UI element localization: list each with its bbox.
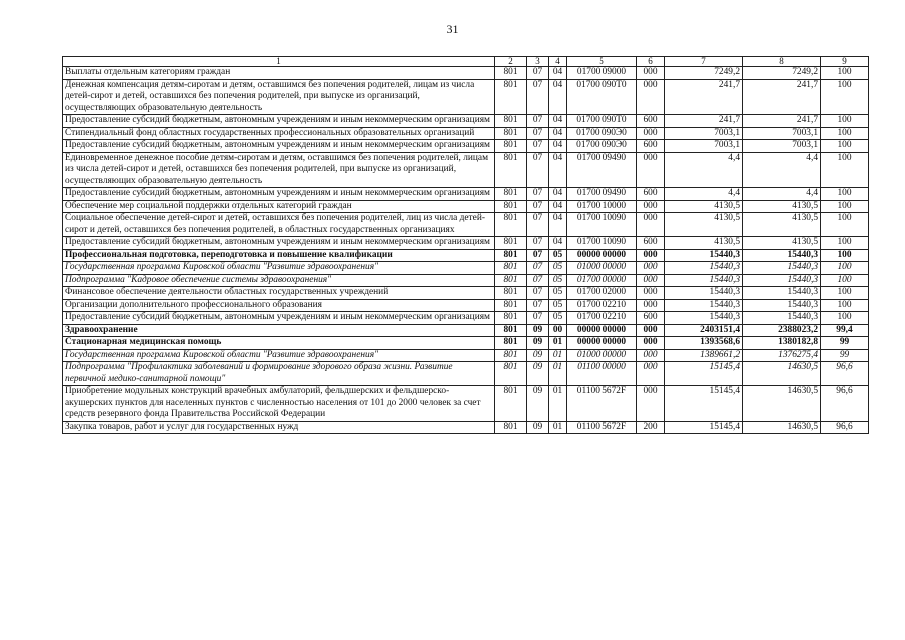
column-header: 6 bbox=[637, 57, 665, 67]
code-target-cell: 00000 00000 bbox=[567, 249, 637, 262]
table-row bbox=[63, 67, 869, 80]
row-name-cell: Предоставление субсидий бюджетным, автономным учреждениям и иным некоммерческим организациям bbox=[63, 312, 495, 325]
row-name-cell: Профессиональная подготовка, переподготовка и повышение квалификации bbox=[63, 249, 495, 262]
code-expense-type-cell: 000 bbox=[637, 274, 665, 287]
actual-amount-cell: 15440,3 bbox=[743, 274, 821, 287]
code-subsection-cell: 04 bbox=[549, 200, 567, 213]
code-section-cell: 09 bbox=[527, 421, 549, 434]
plan-amount-cell: 15145,4 bbox=[665, 421, 743, 434]
code-section-cell: 07 bbox=[527, 79, 549, 115]
actual-amount-cell: 4130,5 bbox=[743, 200, 821, 213]
code-section-cell: 07 bbox=[527, 274, 549, 287]
code-subsection-cell: 04 bbox=[549, 140, 567, 153]
row-name-cell: Финансовое обеспечение деятельности областных государственных учреждений bbox=[63, 287, 495, 300]
code-expense-type-cell: 000 bbox=[637, 200, 665, 213]
code-expense-type-cell: 000 bbox=[637, 262, 665, 275]
row-name-cell: Обеспечение мер социальной поддержки отдельных категорий граждан bbox=[63, 200, 495, 213]
code-section-cell: 09 bbox=[527, 386, 549, 422]
code-target-cell: 01700 09490 bbox=[567, 152, 637, 188]
code-target-cell: 01000 00000 bbox=[567, 349, 637, 362]
table-row bbox=[63, 140, 869, 153]
code-expense-type-cell: 000 bbox=[637, 362, 665, 386]
code-subsection-cell: 05 bbox=[549, 287, 567, 300]
code-section-cell: 09 bbox=[527, 337, 549, 350]
code-subsection-cell: 01 bbox=[549, 421, 567, 434]
code-subsection-cell: 04 bbox=[549, 188, 567, 201]
table-row bbox=[63, 287, 869, 300]
percent-cell: 100 bbox=[821, 312, 869, 325]
code-subsection-cell: 00 bbox=[549, 324, 567, 337]
plan-amount-cell: 4,4 bbox=[665, 152, 743, 188]
code-target-cell: 01700 090Э0 bbox=[567, 127, 637, 140]
code-section-cell: 07 bbox=[527, 312, 549, 325]
table-row bbox=[63, 249, 869, 262]
code-section-cell: 07 bbox=[527, 188, 549, 201]
code-subsection-cell: 04 bbox=[549, 213, 567, 237]
plan-amount-cell: 1393568,6 bbox=[665, 337, 743, 350]
code-ministry-cell: 801 bbox=[495, 386, 527, 422]
plan-amount-cell: 15440,3 bbox=[665, 299, 743, 312]
actual-amount-cell: 4130,5 bbox=[743, 237, 821, 250]
table-row bbox=[63, 200, 869, 213]
code-section-cell: 07 bbox=[527, 237, 549, 250]
code-subsection-cell: 04 bbox=[549, 237, 567, 250]
plan-amount-cell: 7003,1 bbox=[665, 127, 743, 140]
row-name-cell: Здравоохранение bbox=[63, 324, 495, 337]
code-subsection-cell: 05 bbox=[549, 274, 567, 287]
code-section-cell: 07 bbox=[527, 127, 549, 140]
table-row bbox=[63, 299, 869, 312]
code-target-cell: 01700 090Э0 bbox=[567, 140, 637, 153]
code-ministry-cell: 801 bbox=[495, 274, 527, 287]
code-target-cell: 01700 090Т0 bbox=[567, 79, 637, 115]
code-expense-type-cell: 000 bbox=[637, 386, 665, 422]
percent-cell: 100 bbox=[821, 299, 869, 312]
code-target-cell: 01700 10090 bbox=[567, 213, 637, 237]
code-subsection-cell: 05 bbox=[549, 262, 567, 275]
plan-amount-cell: 7249,2 bbox=[665, 67, 743, 80]
code-section-cell: 07 bbox=[527, 115, 549, 128]
actual-amount-cell: 15440,3 bbox=[743, 312, 821, 325]
code-subsection-cell: 04 bbox=[549, 127, 567, 140]
actual-amount-cell: 15440,3 bbox=[743, 262, 821, 275]
actual-amount-cell: 1380182,8 bbox=[743, 337, 821, 350]
code-target-cell: 01100 5672F bbox=[567, 421, 637, 434]
code-ministry-cell: 801 bbox=[495, 79, 527, 115]
percent-cell: 100 bbox=[821, 67, 869, 80]
plan-amount-cell: 1389661,2 bbox=[665, 349, 743, 362]
percent-cell: 100 bbox=[821, 262, 869, 275]
code-ministry-cell: 801 bbox=[495, 67, 527, 80]
row-name-cell: Предоставление субсидий бюджетным, автономным учреждениям и иным некоммерческим организациям bbox=[63, 237, 495, 250]
code-ministry-cell: 801 bbox=[495, 299, 527, 312]
table-row bbox=[63, 337, 869, 350]
actual-amount-cell: 14630,5 bbox=[743, 386, 821, 422]
code-ministry-cell: 801 bbox=[495, 349, 527, 362]
percent-cell: 100 bbox=[821, 140, 869, 153]
code-subsection-cell: 01 bbox=[549, 362, 567, 386]
actual-amount-cell: 7003,1 bbox=[743, 140, 821, 153]
code-section-cell: 07 bbox=[527, 67, 549, 80]
code-expense-type-cell: 000 bbox=[637, 152, 665, 188]
actual-amount-cell: 4,4 bbox=[743, 188, 821, 201]
actual-amount-cell: 4130,5 bbox=[743, 213, 821, 237]
code-subsection-cell: 04 bbox=[549, 79, 567, 115]
percent-cell: 100 bbox=[821, 188, 869, 201]
percent-cell: 100 bbox=[821, 287, 869, 300]
code-ministry-cell: 801 bbox=[495, 213, 527, 237]
plan-amount-cell: 241,7 bbox=[665, 79, 743, 115]
code-ministry-cell: 801 bbox=[495, 188, 527, 201]
code-ministry-cell: 801 bbox=[495, 115, 527, 128]
code-target-cell: 01700 10000 bbox=[567, 200, 637, 213]
percent-cell: 100 bbox=[821, 115, 869, 128]
percent-cell: 100 bbox=[821, 213, 869, 237]
table-row bbox=[63, 274, 869, 287]
row-name-cell: Государственная программа Кировской области "Развитие здравоохранения" bbox=[63, 262, 495, 275]
plan-amount-cell: 4,4 bbox=[665, 188, 743, 201]
percent-cell: 99,4 bbox=[821, 324, 869, 337]
code-subsection-cell: 04 bbox=[549, 67, 567, 80]
code-target-cell: 01700 02210 bbox=[567, 312, 637, 325]
row-name-cell: Закупка товаров, работ и услуг для государственных нужд bbox=[63, 421, 495, 434]
actual-amount-cell: 241,7 bbox=[743, 79, 821, 115]
actual-amount-cell: 14630,5 bbox=[743, 362, 821, 386]
code-ministry-cell: 801 bbox=[495, 324, 527, 337]
table-row bbox=[63, 188, 869, 201]
percent-cell: 96,6 bbox=[821, 362, 869, 386]
row-name-cell: Денежная компенсация детям-сиротам и детям, оставшимся без попечения родителей, лицам из числа детей-сирот и детей, оставшихся без попечения родителей, при выпуске из организаций, осуществляющих образовательную деятельность bbox=[63, 79, 495, 115]
plan-amount-cell: 15145,4 bbox=[665, 362, 743, 386]
actual-amount-cell: 241,7 bbox=[743, 115, 821, 128]
code-subsection-cell: 05 bbox=[549, 249, 567, 262]
code-ministry-cell: 801 bbox=[495, 152, 527, 188]
plan-amount-cell: 7003,1 bbox=[665, 140, 743, 153]
code-expense-type-cell: 600 bbox=[637, 237, 665, 250]
code-section-cell: 07 bbox=[527, 262, 549, 275]
plan-amount-cell: 15440,3 bbox=[665, 274, 743, 287]
table-row bbox=[63, 349, 869, 362]
column-number-row bbox=[63, 57, 869, 67]
table-row bbox=[63, 312, 869, 325]
row-name-cell: Социальное обеспечение детей-сирот и детей, оставшихся без попечения родителей, лиц из числа детей-сирот и детей, оставшихся без попечения родителей, в областных государственных организациях bbox=[63, 213, 495, 237]
plan-amount-cell: 4130,5 bbox=[665, 213, 743, 237]
code-section-cell: 09 bbox=[527, 349, 549, 362]
table-row bbox=[63, 362, 869, 386]
percent-cell: 100 bbox=[821, 127, 869, 140]
actual-amount-cell: 15440,3 bbox=[743, 299, 821, 312]
plan-amount-cell: 15440,3 bbox=[665, 262, 743, 275]
code-section-cell: 07 bbox=[527, 299, 549, 312]
code-expense-type-cell: 600 bbox=[637, 115, 665, 128]
code-section-cell: 07 bbox=[527, 140, 549, 153]
plan-amount-cell: 15440,3 bbox=[665, 312, 743, 325]
row-name-cell: Государственная программа Кировской области "Развитие здравоохранения" bbox=[63, 349, 495, 362]
code-expense-type-cell: 000 bbox=[637, 127, 665, 140]
percent-cell: 100 bbox=[821, 200, 869, 213]
code-expense-type-cell: 000 bbox=[637, 299, 665, 312]
code-target-cell: 00000 00000 bbox=[567, 337, 637, 350]
percent-cell: 100 bbox=[821, 237, 869, 250]
code-subsection-cell: 05 bbox=[549, 299, 567, 312]
code-target-cell: 01100 5672F bbox=[567, 386, 637, 422]
table-row bbox=[63, 213, 869, 237]
table-row bbox=[63, 386, 869, 422]
row-name-cell: Приобретение модульных конструкций врачебных амбулаторий, фельдшерских и фельдшерско-акушерских пунктов для населенных пунктов с численностью населения от 101 до 2000 человек за счет средств резервного фонда Правительства Российской Федерации bbox=[63, 386, 495, 422]
row-name-cell: Единовременное денежное пособие детям-сиротам и детям, оставшимся без попечения родителей, лицам из числа детей-сирот и детей, оставшихся без попечения родителей, при выпуске из организаций, осуществляющих образовательную деятельность bbox=[63, 152, 495, 188]
percent-cell: 96,6 bbox=[821, 421, 869, 434]
column-header: 7 bbox=[665, 57, 743, 67]
actual-amount-cell: 4,4 bbox=[743, 152, 821, 188]
code-expense-type-cell: 000 bbox=[637, 79, 665, 115]
table-row bbox=[63, 127, 869, 140]
column-header: 2 bbox=[495, 57, 527, 67]
actual-amount-cell: 15440,3 bbox=[743, 287, 821, 300]
row-name-cell: Организации дополнительного профессионального образования bbox=[63, 299, 495, 312]
code-expense-type-cell: 600 bbox=[637, 140, 665, 153]
plan-amount-cell: 241,7 bbox=[665, 115, 743, 128]
row-name-cell: Предоставление субсидий бюджетным, автономным учреждениям и иным некоммерческим организациям bbox=[63, 188, 495, 201]
code-ministry-cell: 801 bbox=[495, 421, 527, 434]
actual-amount-cell: 1376275,4 bbox=[743, 349, 821, 362]
row-name-cell: Стационарная медицинская помощь bbox=[63, 337, 495, 350]
code-target-cell: 01700 02000 bbox=[567, 287, 637, 300]
column-header: 1 bbox=[63, 57, 495, 67]
actual-amount-cell: 15440,3 bbox=[743, 249, 821, 262]
row-name-cell: Выплаты отдельным категориям граждан bbox=[63, 67, 495, 80]
actual-amount-cell: 2388023,2 bbox=[743, 324, 821, 337]
code-expense-type-cell: 200 bbox=[637, 421, 665, 434]
code-subsection-cell: 04 bbox=[549, 115, 567, 128]
table-row bbox=[63, 152, 869, 188]
code-subsection-cell: 04 bbox=[549, 152, 567, 188]
code-subsection-cell: 01 bbox=[549, 349, 567, 362]
code-ministry-cell: 801 bbox=[495, 287, 527, 300]
plan-amount-cell: 15440,3 bbox=[665, 287, 743, 300]
code-ministry-cell: 801 bbox=[495, 200, 527, 213]
column-header: 5 bbox=[567, 57, 637, 67]
percent-cell: 99 bbox=[821, 349, 869, 362]
code-expense-type-cell: 000 bbox=[637, 287, 665, 300]
table-row bbox=[63, 115, 869, 128]
percent-cell: 100 bbox=[821, 249, 869, 262]
code-expense-type-cell: 000 bbox=[637, 249, 665, 262]
table-row bbox=[63, 237, 869, 250]
code-expense-type-cell: 000 bbox=[637, 213, 665, 237]
plan-amount-cell: 15145,4 bbox=[665, 386, 743, 422]
table-row bbox=[63, 262, 869, 275]
code-subsection-cell: 05 bbox=[549, 312, 567, 325]
code-target-cell: 00000 00000 bbox=[567, 324, 637, 337]
code-ministry-cell: 801 bbox=[495, 312, 527, 325]
code-ministry-cell: 801 bbox=[495, 362, 527, 386]
code-target-cell: 01700 00000 bbox=[567, 274, 637, 287]
percent-cell: 100 bbox=[821, 274, 869, 287]
code-target-cell: 01000 00000 bbox=[567, 262, 637, 275]
actual-amount-cell: 14630,5 bbox=[743, 421, 821, 434]
percent-cell: 99 bbox=[821, 337, 869, 350]
actual-amount-cell: 7003,1 bbox=[743, 127, 821, 140]
row-name-cell: Стипендиальный фонд областных государственных профессиональных образовательных организаций bbox=[63, 127, 495, 140]
table-row bbox=[63, 324, 869, 337]
table-row bbox=[63, 79, 869, 115]
row-name-cell: Подпрограмма "Профилактика заболеваний и формирование здорового образа жизни. Развитие первичной медико-санитарной помощи" bbox=[63, 362, 495, 386]
code-section-cell: 09 bbox=[527, 324, 549, 337]
code-expense-type-cell: 000 bbox=[637, 349, 665, 362]
code-section-cell: 09 bbox=[527, 362, 549, 386]
code-ministry-cell: 801 bbox=[495, 249, 527, 262]
code-target-cell: 01700 09000 bbox=[567, 67, 637, 80]
plan-amount-cell: 15440,3 bbox=[665, 249, 743, 262]
column-header: 3 bbox=[527, 57, 549, 67]
column-header: 8 bbox=[743, 57, 821, 67]
row-name-cell: Подпрограмма "Кадровое обеспечение системы здравоохранения" bbox=[63, 274, 495, 287]
code-section-cell: 07 bbox=[527, 213, 549, 237]
percent-cell: 96,6 bbox=[821, 386, 869, 422]
code-ministry-cell: 801 bbox=[495, 262, 527, 275]
code-section-cell: 07 bbox=[527, 152, 549, 188]
row-name-cell: Предоставление субсидий бюджетным, автономным учреждениям и иным некоммерческим организациям bbox=[63, 115, 495, 128]
page-number: 31 bbox=[446, 22, 459, 36]
code-expense-type-cell: 600 bbox=[637, 188, 665, 201]
code-subsection-cell: 01 bbox=[549, 386, 567, 422]
code-section-cell: 07 bbox=[527, 249, 549, 262]
code-target-cell: 01700 090Т0 bbox=[567, 115, 637, 128]
column-header: 4 bbox=[549, 57, 567, 67]
code-target-cell: 01700 02210 bbox=[567, 299, 637, 312]
code-ministry-cell: 801 bbox=[495, 337, 527, 350]
code-target-cell: 01700 10090 bbox=[567, 237, 637, 250]
budget-table bbox=[62, 56, 869, 434]
column-header: 9 bbox=[821, 57, 869, 67]
code-ministry-cell: 801 bbox=[495, 127, 527, 140]
code-expense-type-cell: 000 bbox=[637, 337, 665, 350]
code-section-cell: 07 bbox=[527, 287, 549, 300]
code-ministry-cell: 801 bbox=[495, 237, 527, 250]
plan-amount-cell: 4130,5 bbox=[665, 200, 743, 213]
code-expense-type-cell: 000 bbox=[637, 67, 665, 80]
code-target-cell: 01700 09490 bbox=[567, 188, 637, 201]
table-body bbox=[63, 67, 869, 434]
code-expense-type-cell: 600 bbox=[637, 312, 665, 325]
plan-amount-cell: 4130,5 bbox=[665, 237, 743, 250]
code-expense-type-cell: 000 bbox=[637, 324, 665, 337]
actual-amount-cell: 7249,2 bbox=[743, 67, 821, 80]
plan-amount-cell: 2403151,4 bbox=[665, 324, 743, 337]
percent-cell: 100 bbox=[821, 79, 869, 115]
code-section-cell: 07 bbox=[527, 200, 549, 213]
code-subsection-cell: 01 bbox=[549, 337, 567, 350]
code-target-cell: 01100 00000 bbox=[567, 362, 637, 386]
percent-cell: 100 bbox=[821, 152, 869, 188]
code-ministry-cell: 801 bbox=[495, 140, 527, 153]
row-name-cell: Предоставление субсидий бюджетным, автономным учреждениям и иным некоммерческим организациям bbox=[63, 140, 495, 153]
table-row bbox=[63, 421, 869, 434]
